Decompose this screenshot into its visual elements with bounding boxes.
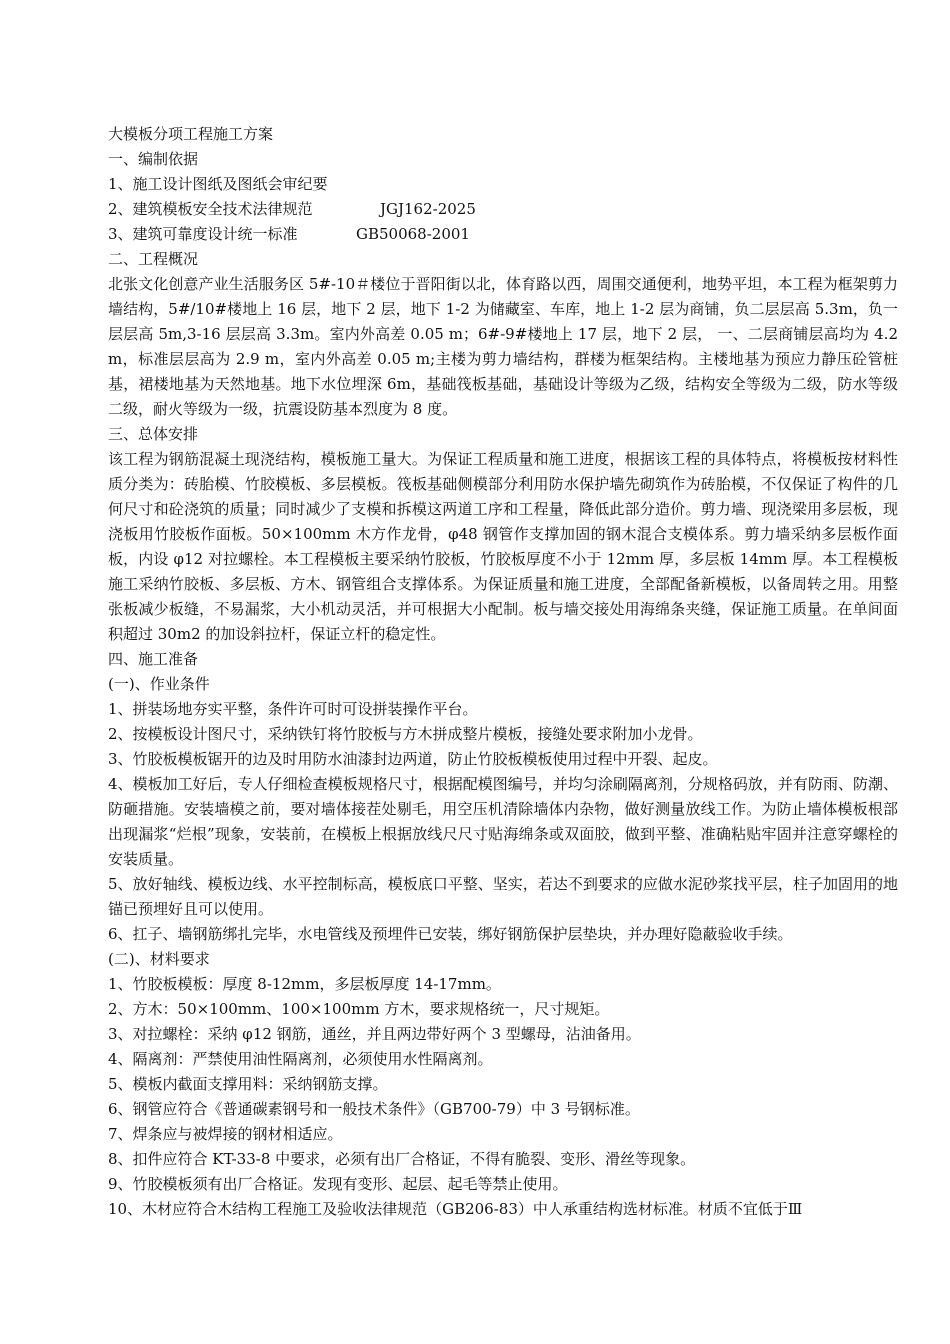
document-page [108, 122, 898, 1222]
list-item: 4、隔离剂：严禁使用油性隔离剂，必须使用水性隔离剂。 [108, 1050, 493, 1068]
list-item: 7、焊条应与被焊接的钢材相适应。 [108, 1125, 343, 1143]
list-item: 9、竹胶模板须有出厂合格证。发现有变形、起层、起毛等禁止使用。 [108, 1175, 568, 1193]
section-heading: 一、编制依据 [108, 150, 199, 168]
list-item [108, 197, 898, 222]
list-item: 10、木材应符合木结构工程施工及验收法律规范（GB206-83）中人承重结构选材标准。材质不宜低于Ⅲ [108, 1200, 803, 1218]
list-item: 3、竹胶板模板锯开的边及时用防水油漆封边两道，防止竹胶板模板使用过程中开裂、起皮。 [108, 750, 718, 768]
list-item: 6、钢管应符合《普通碳素钢号和一般技术条件》（GB700-79）中 3 号钢标准。 [108, 1100, 640, 1118]
item-text: 2、建筑模板安全技术法律规范 [108, 200, 313, 218]
standard-code: JGJ162-2025 [380, 200, 476, 218]
list-item: 6、扛子、墙钢筋绑扎完毕，水电管线及预埋件已安装，绑好钢筋保护层垫块，并办理好隐蔽验收手续。 [108, 925, 793, 943]
subsection-heading: (一)、作业条件 [108, 675, 210, 693]
paragraph: 北张文化创意产业生活服务区 5#-10＃楼位于晋阳街以北，体育路以西，周围交通便利，地势平坦，本工程为框架剪力墙结构，5#/10#楼地上 16 层，地下 2 层，地下 1-2 为储藏室、车库，地上 1-2 层为商铺，负二层层高 5.3m，负一层层高 5m,3-16 层层高 3.3m。室内外高差 0.05 m；6#-9#楼地上 17 层，地下 2 层， 一、二层商铺层高均为 4.2 m，标准层层高为 2.9 m，室内外高差 0.05 m;主楼为剪力墙结构，群楼为框架结构。主楼地基为预应力静压砼管桩基，裙楼地基为天然地基。地下水位埋深 6m，基础筏板基础，基础设计等级为乙级，结构安全等级为二级，防水等级二级，耐火等级为一级，抗震设防基本烈度为 8 度。 [108, 275, 898, 418]
list-item: 1、竹胶板模板：厚度 8-12mm，多层板厚度 14-17mm。 [108, 975, 501, 993]
paragraph: 该工程为钢筋混凝土现浇结构，模板施工量大。为保证工程质量和施工进度，根据该工程的具体特点，将模板按材料性质分类为：砖胎模、竹胶模板、多层模板。筏板基础侧模部分利用防水保护墙先砌筑作为砖胎模，不仅保证了构件的几何尺寸和砼浇筑的质量；同时减少了支模和拆模这两道工序和工程量，降低此部分造价。剪力墙、现浇梁用多层板，现浇板用竹胶板作面板。50×100mm 木方作龙骨，φ48 钢管作支撑加固的钢木混合支模体系。剪力墙采纳多层板作面板，内设 φ12 对拉螺栓。本工程模板主要采纳竹胶板，竹胶板厚度不小于 12mm 厚，多层板 14mm 厚。本工程模板施工采纳竹胶板、多层板、方木、钢管组合支撑体系。为保证质量和施工进度，全部配备新模板，以备周转之用。用整张板减少板缝，不易漏浆，大小机动灵活，并可根据大小配制。板与墙交接处用海绵条夹缝，保证施工质量。在单间面积超过 30m2 的加设斜拉杆，保证立杆的稳定性。 [108, 450, 898, 643]
section-heading: 二、工程概况 [108, 250, 199, 268]
section-heading: 三、总体安排 [108, 425, 199, 443]
list-item: 2、方木：50×100mm、100×100mm 方木，要求规格统一，尺寸规矩。 [108, 1000, 610, 1018]
list-item [108, 222, 898, 247]
list-item: 5、放好轴线、模板边线、水平控制标高，模板底口平整、坚实，若达不到要求的应做水泥砂浆找平层，柱子加固用的地锚已预埋好且可以使用。 [108, 875, 898, 918]
section-heading: 四、施工准备 [108, 650, 199, 668]
item-text: 3、建筑可靠度设计统一标准 [108, 225, 298, 243]
list-item: 2、按模板设计图尺寸，采纳铁钉将竹胶板与方木拼成整片模板，接缝处要求附加小龙骨。 [108, 725, 703, 743]
document-title: 大模板分项工程施工方案 [108, 125, 274, 143]
list-item: 3、对拉螺栓：采纳 φ12 钢筋，通丝，并且两边带好两个 3 型螺母，沾油备用。 [108, 1025, 641, 1043]
list-item: 1、拼装场地夯实平整，条件许可时可设拼装操作平台。 [108, 700, 478, 718]
item-text: 1、施工设计图纸及图纸会审纪要 [108, 175, 328, 193]
list-item: 5、模板内截面支撑用料：采纳钢筋支撑。 [108, 1075, 388, 1093]
standard-code: GB50068-2001 [356, 225, 470, 243]
list-item: 4、模板加工好后，专人仔细检查模板规格尺寸，根据配模图编号，并均匀涂刷隔离剂，分规格码放，并有防雨、防潮、防砸措施。安装墙模之前，要对墙体接茬处剔毛，用空压机清除墙体内杂物，做好测量放线工作。为防止墙体模板根部出现漏浆“烂根”现象，安装前，在模板上根据放线尺尺寸贴海绵条或双面胶，做到平整、准确粘贴牢固并注意穿螺栓的安装质量。 [108, 775, 898, 868]
subsection-heading: (二)、材料要求 [108, 950, 210, 968]
list-item: 8、扣件应符合 KT-33-8 中要求，必须有出厂合格证，不得有脆裂、变形、滑丝等现象。 [108, 1150, 696, 1168]
list-item [108, 172, 898, 197]
